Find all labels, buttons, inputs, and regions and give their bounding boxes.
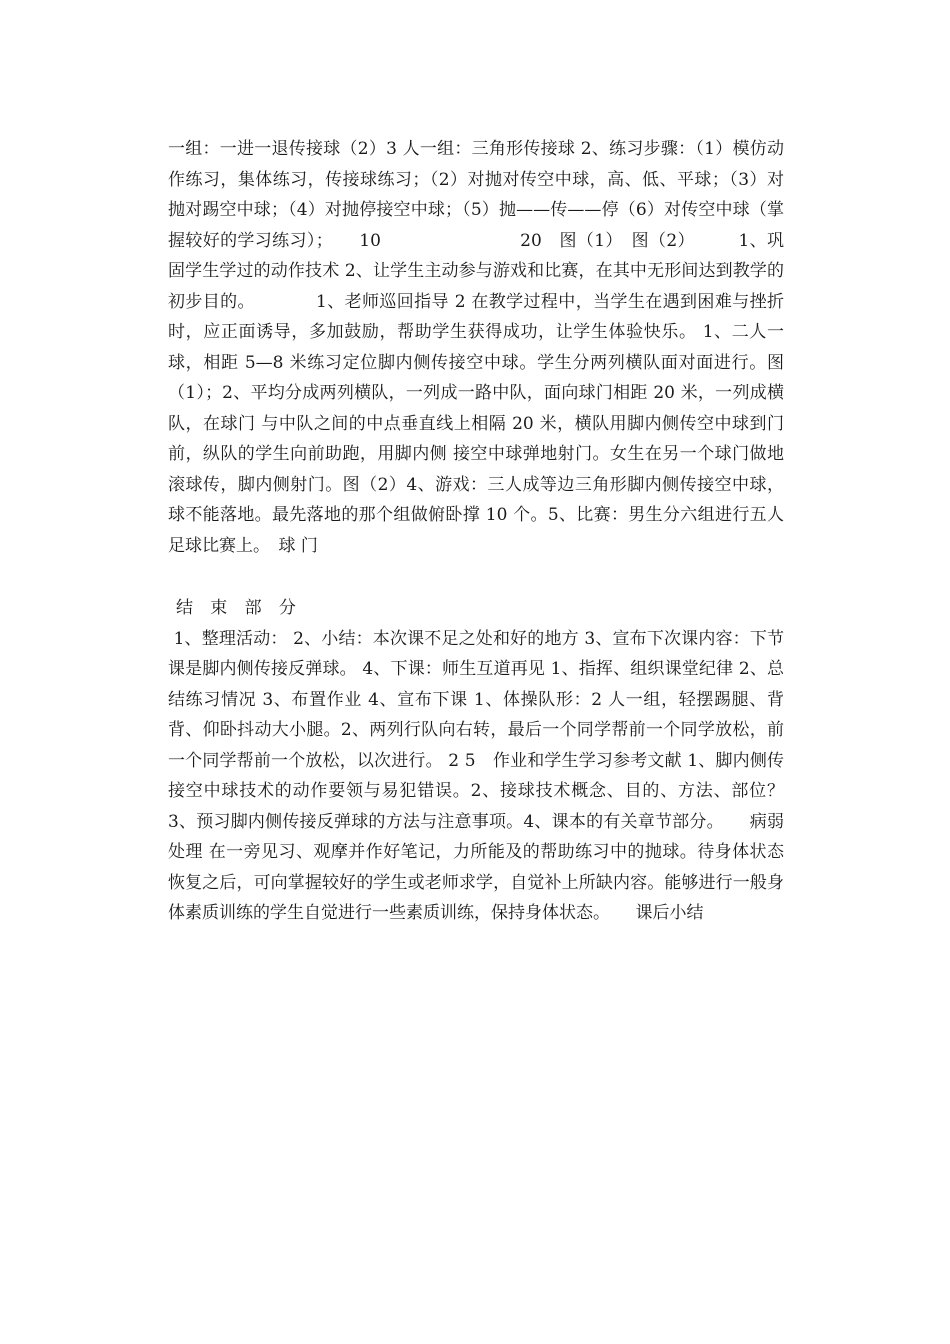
closing-section-paragraph: 1、整理活动： 2、小结：本次课不足之处和好的地方 3、宣布下次课内容：下节课是脚内侧传接反弹球。 4、下课：师生互道再见 1、指挥、组织课堂纪律 2、总结练习情况 3、布置作业 4、宣布下课 1、体操队形：2 人一组，轻摆踢腿、背背、仰卧抖动大小腿。2、两列行队向右转，最后一个同学帮前一个同学放松，前一个同学帮前一个放松，以次进行。 2 5 作业和学生学习参考文献 1、脚内侧传接空中球技术的动作要领与易犯错误。2、接球技术概念、目的、方法、部位？ 3、预习脚内侧传接反弹球的方法与注意事项。4、课本的有关章节部分。 病弱处理 在一旁见习、观摩并作好笔记，力所能及的帮助练习中的抛球。待身体状态恢复之后，可向掌握较好的学生或老师求学，自觉补上所缺内容。能够进行一般身体素质训练的学生自觉进行一些素质训练，保持身体状态。 课后小结 [168,628,790,923]
section-heading-closing: 结 束 部 分 [176,598,302,618]
lesson-body-paragraph: 一组：一进一退传接球（2）3 人一组：三角形传接球 2、练习步骤：（1）模仿动作练习，集体练习，传接球练习；（2）对抛对传空中球，高、低、平球；（3）对抛对踢空中球；（4）对抛停接空中球；（5）抛——传——停（6）对传空中球（掌握较好的学习练习）； 10 20 图（1） 图（2） 1、巩固学生学过的动作技术 2、让学生主动参与游戏和比赛，在其中无形间达到教学的初步目的。 1、老师巡回指导 2 在教学过程中，当学生在遇到困难与挫折时，应正面诱导，多加鼓励，帮助学生获得成功，让学生体验快乐。 1、二人一球，相距 5—8 米练习定位脚内侧传接空中球。学生分两列横队面对面进行。图（1）；2、平均分成两列横队，一列成一路中队，面向球门相距 20 米，一列成横队，在球门 与中队之间的中点垂直线上相隔 20 米，横队用脚内侧传空中球到门前，纵队的学生向前助跑，用脚内侧 接空中球弹地射门。女生在另一个球门做地滚球传，脚内侧射门。图（2）4、游戏：三人成等边三角形脚内侧传接空中球，球不能落地。最先落地的那个组做俯卧撑 10 个。5、比赛：男生分六组进行五人足球比赛上。 球 门 [168,139,784,556]
document-page [168,134,790,929]
paragraph-spacer [168,561,784,593]
